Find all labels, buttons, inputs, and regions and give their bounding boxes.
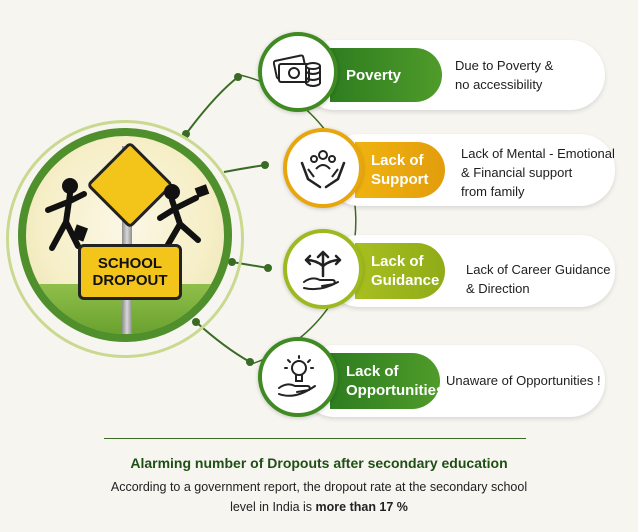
opportunities-label: [330, 353, 445, 409]
support-desc-line-1: Lack of Mental - Emotional: [461, 146, 615, 161]
sign-line-2: DROPOUT: [92, 272, 168, 289]
poverty-icon-badge: [258, 32, 338, 112]
poverty-label: [330, 48, 442, 102]
footer-line-1: According to a government report, the dropout rate at the secondary school: [110, 480, 528, 494]
poverty-desc-line-1: Due to Poverty &: [455, 58, 554, 73]
footer-divider: [104, 438, 526, 439]
direction-arrows-icon: [298, 246, 348, 292]
opportunities-title-line-1: Lack of: [346, 363, 399, 380]
opportunities-description: [446, 371, 601, 390]
support-desc-line-2: & Financial support: [461, 165, 573, 180]
footer-line-2: [60, 497, 578, 517]
footer-line-2-prefix: level in India is: [230, 500, 316, 514]
lightbulb-hand-icon: [273, 354, 323, 400]
guidance-icon-badge: [283, 229, 363, 309]
school-dropout-sign: [78, 244, 182, 300]
school-dropout-illustration: [18, 128, 232, 342]
support-title-line-1: Lack of: [371, 152, 424, 169]
poverty-description: [455, 56, 553, 94]
guidance-desc-line-2: & Direction: [466, 281, 530, 296]
guidance-desc-line-1: Lack of Career Guidance: [466, 262, 611, 277]
opportunities-desc-line-1: Unaware of Opportunities !: [446, 373, 601, 388]
opportunities-icon-badge: [258, 337, 338, 417]
guidance-description: [466, 260, 611, 298]
support-title-line-2: Support: [371, 171, 429, 188]
guidance-title-line-2: Guidance: [371, 272, 440, 289]
poverty-title: Poverty: [346, 66, 402, 84]
guidance-title-line-1: Lack of: [371, 253, 424, 270]
footer-body: [60, 477, 578, 517]
footer-statistic: more than 17 %: [315, 500, 408, 514]
support-label: [355, 142, 445, 198]
support-desc-line-3: from family: [461, 184, 525, 199]
support-description: [461, 144, 615, 201]
support-icon-badge: [283, 128, 363, 208]
money-icon: [273, 52, 323, 92]
support-hands-icon: [298, 145, 348, 191]
opportunities-title-line-2: Opportunities: [346, 382, 445, 399]
footer-title: Alarming number of Dropouts after secondary education: [130, 455, 508, 471]
poverty-desc-line-2: no accessibility: [455, 77, 543, 92]
guidance-label: [355, 243, 445, 299]
sign-line-1: SCHOOL: [97, 255, 163, 272]
